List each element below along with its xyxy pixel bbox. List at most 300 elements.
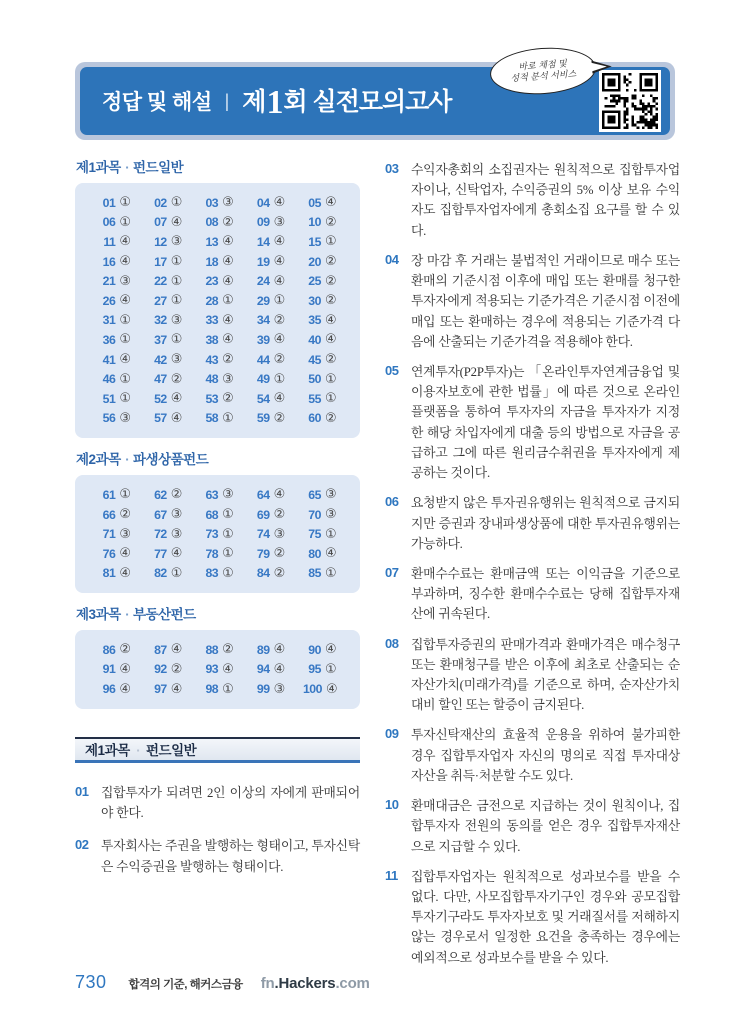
answer-cell (295, 564, 346, 584)
answer-choice: ③ (324, 507, 337, 523)
answer-section-title (76, 607, 360, 623)
answer-choice: ② (170, 371, 183, 387)
question-number: 47 (154, 372, 167, 387)
answer-choice: ④ (325, 681, 338, 697)
answer-cell (243, 679, 294, 699)
question-number: 87 (154, 642, 167, 657)
question-number: 98 (205, 682, 219, 697)
question-number: 85 (308, 566, 321, 581)
answer-cell (89, 660, 140, 680)
qr-code (599, 70, 661, 132)
question-number: 12 (154, 234, 167, 249)
question-number: 72 (154, 527, 167, 542)
question-number: 66 (102, 507, 116, 522)
question-number: 54 (256, 391, 270, 406)
answer-cell (192, 330, 243, 350)
answer-cell (192, 389, 243, 409)
answer-choice: ③ (273, 526, 286, 542)
answer-cell (89, 350, 140, 370)
banner-subject: 펀드일반 (145, 742, 197, 758)
answer-choice: ① (273, 371, 286, 387)
answer-choice: ② (222, 642, 234, 658)
answer-cell (192, 252, 243, 272)
answer-cell (295, 311, 346, 331)
answer-grid (75, 630, 360, 709)
question-number: 46 (102, 372, 116, 387)
answer-cell (140, 311, 191, 331)
question-number: 18 (205, 254, 219, 269)
question-number: 95 (308, 662, 321, 677)
right-column (385, 160, 680, 978)
title-exam (242, 82, 451, 120)
question-number: 30 (308, 293, 321, 308)
question-number: 23 (205, 274, 219, 289)
question-number: 36 (102, 332, 116, 347)
answer-cell (140, 369, 191, 389)
question-number: 65 (308, 487, 321, 502)
section-bullet-icon: ▪ (125, 610, 128, 620)
answer-cell (295, 544, 346, 564)
question-number: 59 (256, 411, 270, 426)
explanation-item (75, 836, 360, 876)
answer-choice: ① (170, 195, 183, 211)
left-column (75, 160, 360, 890)
answer-cell (89, 193, 140, 213)
answer-choice: ① (324, 661, 337, 677)
answer-choice: ② (119, 507, 132, 523)
question-number: 37 (154, 332, 167, 347)
answer-choice: ① (222, 546, 234, 562)
answer-choice: ③ (170, 312, 183, 328)
section-part: 제2과목 (76, 452, 121, 468)
answer-cell (243, 505, 294, 525)
answer-choice: ① (170, 293, 183, 309)
answer-grid (75, 183, 360, 438)
question-number: 05 (308, 195, 321, 210)
title-prefix: 정답 및 해설 (102, 91, 212, 114)
footer (75, 972, 680, 993)
explanation-text: 집합투자증권의 판매가격과 환매가격은 매수청구 또는 환매청구를 받은 이후에 최초로 산출되는 순자산가치(미래가격)를 기준으로 하며, 순자산가치 대비 할인 또는 할증이 금지된다. (411, 637, 680, 713)
answer-choice: ③ (170, 352, 183, 368)
explanation-number: 02 (75, 837, 89, 853)
section-subject: 부동산펀드 (132, 607, 196, 623)
question-number: 88 (205, 642, 219, 657)
explanation-text: 수익자총회의 소집권자는 원칙적으로 집합투자업자이나, 신탁업자, 수익증권의 5% 이상 보유 수익자도 집합투자업자에게 총회소집 요구를 할 수 있다. (411, 163, 680, 238)
section-part: 제3과목 (76, 607, 121, 623)
explanation-item (385, 725, 680, 786)
explanation-text: 집합투자가 되려면 2인 이상의 자에게 판매되어야 한다. (101, 785, 360, 821)
question-number: 34 (256, 313, 270, 328)
answer-cell (89, 271, 140, 291)
explanation-number: 04 (385, 251, 399, 267)
answer-cell (192, 291, 243, 311)
question-number: 28 (205, 293, 219, 308)
explanation-item (385, 564, 680, 625)
answer-choice: ① (119, 195, 132, 211)
explanation-number: 05 (385, 362, 399, 378)
answer-choice: ① (324, 371, 337, 387)
answer-cell (89, 679, 140, 699)
bubble-line1: 바로 채점 및 (518, 58, 568, 72)
answer-cell (140, 409, 191, 429)
answer-cell (89, 389, 140, 409)
answer-choice: ① (119, 487, 132, 503)
content (75, 160, 680, 978)
answer-cell (192, 271, 243, 291)
answer-cell (89, 409, 140, 429)
answer-choice: ② (273, 565, 286, 581)
question-number: 17 (154, 254, 167, 269)
question-number: 78 (205, 546, 219, 561)
answer-choice: ④ (222, 234, 234, 250)
answer-cell (89, 252, 140, 272)
question-number: 35 (308, 313, 321, 328)
answer-choice: ④ (119, 234, 132, 250)
section-part: 제1과목 (76, 160, 121, 175)
answer-choice: ① (119, 332, 132, 348)
answer-cell (295, 485, 346, 505)
answer-cell (295, 389, 346, 409)
answer-choice: ④ (222, 661, 234, 677)
answer-cell (192, 350, 243, 370)
question-number: 42 (154, 352, 167, 367)
question-number: 63 (205, 487, 219, 502)
question-number: 62 (154, 487, 167, 502)
question-number: 92 (154, 662, 167, 677)
question-number: 74 (256, 527, 270, 542)
question-number: 86 (102, 642, 116, 657)
answer-choice: ② (273, 507, 286, 523)
answer-choice: ② (273, 312, 286, 328)
question-number: 51 (102, 391, 116, 406)
answer-cell (295, 213, 346, 233)
answer-choice: ② (170, 661, 183, 677)
question-number: 44 (256, 352, 270, 367)
answer-choice: ④ (324, 332, 337, 348)
answer-cell (89, 564, 140, 584)
question-number: 45 (308, 352, 321, 367)
answer-choice: ① (222, 526, 234, 542)
answer-cell (140, 564, 191, 584)
answer-cell (89, 330, 140, 350)
question-number: 99 (256, 682, 270, 697)
explanation-item (385, 493, 680, 554)
answer-choice: ④ (119, 565, 132, 581)
answer-choice: ① (170, 332, 183, 348)
banner-bullet: ▪ (136, 745, 139, 755)
answer-choice: ④ (170, 391, 183, 407)
site-name: .Hackers (274, 975, 336, 992)
answer-cell (295, 271, 346, 291)
question-number: 33 (205, 313, 219, 328)
answer-choice: ② (324, 214, 337, 230)
explanation-number: 11 (385, 867, 398, 883)
answer-choice: ③ (222, 487, 234, 503)
answer-choice: ① (273, 293, 286, 309)
answer-cell (192, 505, 243, 525)
answer-choice: ② (324, 273, 337, 289)
answer-cell (243, 291, 294, 311)
explanation-number: 01 (75, 783, 89, 799)
question-number: 29 (256, 293, 270, 308)
footer-site-url (261, 975, 370, 992)
answer-choice: ④ (119, 661, 132, 677)
question-number: 76 (102, 546, 116, 561)
answer-cell (140, 213, 191, 233)
answer-cell (89, 232, 140, 252)
explanation-list-left (75, 783, 360, 877)
question-number: 26 (102, 293, 116, 308)
title-exam-pre: 제 (242, 88, 266, 116)
question-number: 01 (102, 195, 116, 210)
question-number: 70 (308, 507, 321, 522)
answer-choice: ④ (222, 332, 234, 348)
answer-choice: ② (222, 352, 234, 368)
answer-cell (192, 544, 243, 564)
answer-choice: ① (170, 273, 183, 289)
answer-cell (243, 350, 294, 370)
answer-cell (89, 505, 140, 525)
answer-cell (140, 505, 191, 525)
question-number: 27 (154, 293, 167, 308)
answer-choice: ④ (170, 642, 183, 658)
answer-cell (295, 193, 346, 213)
title-divider: | (224, 90, 230, 111)
explanation-number: 06 (385, 494, 399, 510)
explanation-number: 07 (385, 564, 399, 580)
answer-choice: ① (324, 234, 337, 250)
question-number: 56 (102, 411, 116, 426)
question-number: 100 (302, 682, 322, 697)
answer-cell (89, 369, 140, 389)
site-prefix: fn (260, 975, 275, 992)
answer-choice: ② (324, 254, 337, 270)
question-number: 89 (256, 642, 270, 657)
answer-cell (243, 252, 294, 272)
answer-cell (192, 409, 243, 429)
answer-cell (140, 660, 191, 680)
question-number: 41 (102, 352, 116, 367)
answer-cell (192, 311, 243, 331)
answer-choice: ④ (273, 195, 286, 211)
answer-cell (295, 232, 346, 252)
answer-cell (89, 291, 140, 311)
answer-choice: ④ (119, 293, 132, 309)
answer-section-title (76, 160, 360, 176)
answer-cell (89, 485, 140, 505)
answer-choice: ① (170, 565, 183, 581)
answer-cell (295, 524, 346, 544)
site-suffix: .com (335, 975, 370, 992)
header-banner (75, 58, 675, 140)
question-number: 16 (102, 254, 116, 269)
explanation-item (385, 635, 680, 716)
question-number: 25 (308, 274, 321, 289)
answer-cell (243, 193, 294, 213)
answer-choice: ④ (273, 487, 286, 503)
answer-cell (243, 213, 294, 233)
answer-choice: ② (273, 546, 286, 562)
answer-cell (243, 485, 294, 505)
answer-cell (192, 369, 243, 389)
answer-cell (243, 660, 294, 680)
explanation-item (385, 867, 680, 968)
answer-choice: ③ (273, 681, 286, 697)
answer-cell (295, 350, 346, 370)
explanation-item (385, 251, 680, 352)
question-number: 50 (308, 372, 321, 387)
question-number: 08 (205, 215, 219, 230)
explanation-text: 환매대금은 금전으로 지급하는 것이 원칙이나, 집합투자자 전원의 동의를 얻은 경우 집합투자재산으로 지급할 수 있다. (411, 799, 680, 854)
answer-cell (243, 271, 294, 291)
answer-choice: ① (222, 565, 234, 581)
subject-banner (75, 737, 360, 763)
answer-choice: ④ (222, 312, 234, 328)
answer-choice: ① (170, 254, 183, 270)
question-number: 91 (102, 662, 116, 677)
answer-cell (140, 193, 191, 213)
section-subject: 파생상품펀드 (132, 452, 209, 468)
answer-choice: ① (222, 410, 234, 426)
answer-cell (192, 660, 243, 680)
title-exam-post: 회 실전모의고사 (283, 88, 452, 116)
answer-cell (140, 330, 191, 350)
answer-cell (192, 524, 243, 544)
answer-choice: ④ (119, 681, 132, 697)
question-number: 77 (154, 546, 167, 561)
explanation-number: 08 (385, 635, 399, 651)
question-number: 79 (256, 546, 270, 561)
question-number: 71 (102, 527, 116, 542)
answer-cell (243, 564, 294, 584)
answer-choice: ③ (119, 526, 132, 542)
explanation-text: 집합투자업자는 원칙적으로 성과보수를 받을 수 없다. 다만, 사모집합투자기구인 경우와 공모집합투자기구라도 투자자보호 및 거래질서를 저해하지 않는 경우로서 일정한 요건을 충족하는 경우에는 예외적으로 성과보수를 받을 수 있다. (411, 869, 680, 965)
answer-cell (140, 271, 191, 291)
answer-choice: ② (324, 410, 337, 426)
question-number: 64 (256, 487, 270, 502)
answer-cell (243, 330, 294, 350)
answer-choice: ① (324, 526, 337, 542)
section-bullet-icon: ▪ (125, 163, 128, 172)
answer-cell (89, 640, 140, 660)
answer-choice: ② (222, 214, 234, 230)
answer-choice: ④ (324, 642, 337, 658)
answer-cell (140, 679, 191, 699)
answer-choice: ④ (273, 332, 286, 348)
question-number: 10 (308, 215, 321, 230)
answer-cell (192, 193, 243, 213)
question-number: 14 (256, 234, 270, 249)
question-number: 52 (154, 391, 167, 406)
explanation-item (385, 362, 680, 483)
question-number: 43 (205, 352, 219, 367)
explanation-number: 09 (385, 726, 399, 742)
answer-choice: ① (324, 391, 337, 407)
question-number: 81 (102, 566, 116, 581)
question-number: 38 (205, 332, 219, 347)
question-number: 94 (256, 662, 270, 677)
question-number: 11 (103, 234, 116, 249)
answer-choice: ② (273, 352, 286, 368)
question-number: 31 (102, 313, 116, 328)
answer-choice: ④ (170, 546, 183, 562)
answer-choice: ④ (119, 254, 132, 270)
explanation-item (75, 783, 360, 823)
question-number: 53 (205, 391, 219, 406)
answer-cell (243, 232, 294, 252)
answer-grid (75, 475, 360, 593)
question-number: 58 (205, 411, 219, 426)
answer-choice: ④ (119, 546, 132, 562)
bubble-line2: 성적 분석 서비스 (510, 68, 577, 84)
answer-choice: ④ (273, 642, 286, 658)
answer-choice: ③ (222, 195, 234, 211)
answer-cell (192, 213, 243, 233)
answer-cell (140, 544, 191, 564)
answer-choice: ③ (170, 526, 183, 542)
answer-cell (295, 369, 346, 389)
answer-choice: ① (119, 312, 132, 328)
question-number: 61 (102, 487, 116, 502)
question-number: 32 (154, 313, 167, 328)
answer-cell (89, 544, 140, 564)
answer-choice: ② (324, 293, 337, 309)
section-subject: 펀드일반 (132, 160, 184, 175)
answer-choice: ③ (170, 234, 183, 250)
answer-cell (140, 232, 191, 252)
answer-choice: ① (119, 214, 132, 230)
answer-cell (192, 485, 243, 505)
title-exam-number: 1 (266, 84, 283, 121)
question-number: 97 (154, 682, 167, 697)
answer-choice: ② (273, 410, 286, 426)
question-number: 24 (256, 274, 270, 289)
answer-section-title (76, 452, 360, 468)
answer-choice: ④ (119, 352, 132, 368)
qr-code-icon (602, 73, 658, 129)
answer-choice: ④ (324, 312, 337, 328)
answer-cell (192, 232, 243, 252)
answer-cell (140, 485, 191, 505)
answer-sections (75, 160, 360, 709)
answer-cell (295, 291, 346, 311)
explanation-text: 장 마감 후 거래는 불법적인 거래이므로 매수 또는 환매의 기준시점 이후에 매입 또는 환매를 청구한 투자자에게 적용되는 기준가격은 기준시점 이전에 매입 또는 환매하는 경우에 적용되는 기준가격 다음에 산출되는 기준가격을 적용해야 한다. (411, 253, 680, 349)
explanation-text: 투자회사는 주권을 발행하는 형태이고, 투자신탁은 수익증권을 발행하는 형태이다. (101, 839, 360, 874)
question-number: 80 (308, 546, 321, 561)
question-number: 84 (256, 566, 270, 581)
question-number: 69 (256, 507, 270, 522)
question-number: 60 (308, 411, 321, 426)
answer-cell (243, 544, 294, 564)
explanation-text: 환매수수료는 환매금액 또는 이익금을 기준으로 부과하며, 징수한 환매수수료는 당해 집합투자재산에 귀속된다. (411, 566, 680, 622)
question-number: 03 (205, 195, 219, 210)
answer-cell (140, 291, 191, 311)
answer-cell (140, 389, 191, 409)
answer-choice: ② (324, 352, 337, 368)
answer-choice: ④ (170, 410, 183, 426)
section-bullet-icon: ▪ (125, 455, 128, 465)
answer-cell (89, 213, 140, 233)
explanation-number: 10 (385, 797, 399, 813)
question-number: 07 (154, 215, 167, 230)
answer-choice: ④ (324, 546, 337, 562)
answer-choice: ① (119, 371, 132, 387)
answer-choice: ④ (324, 195, 337, 211)
answer-cell (295, 679, 346, 699)
page-number: 730 (75, 972, 107, 992)
answer-choice: ④ (273, 391, 286, 407)
answer-choice: ① (222, 293, 234, 309)
